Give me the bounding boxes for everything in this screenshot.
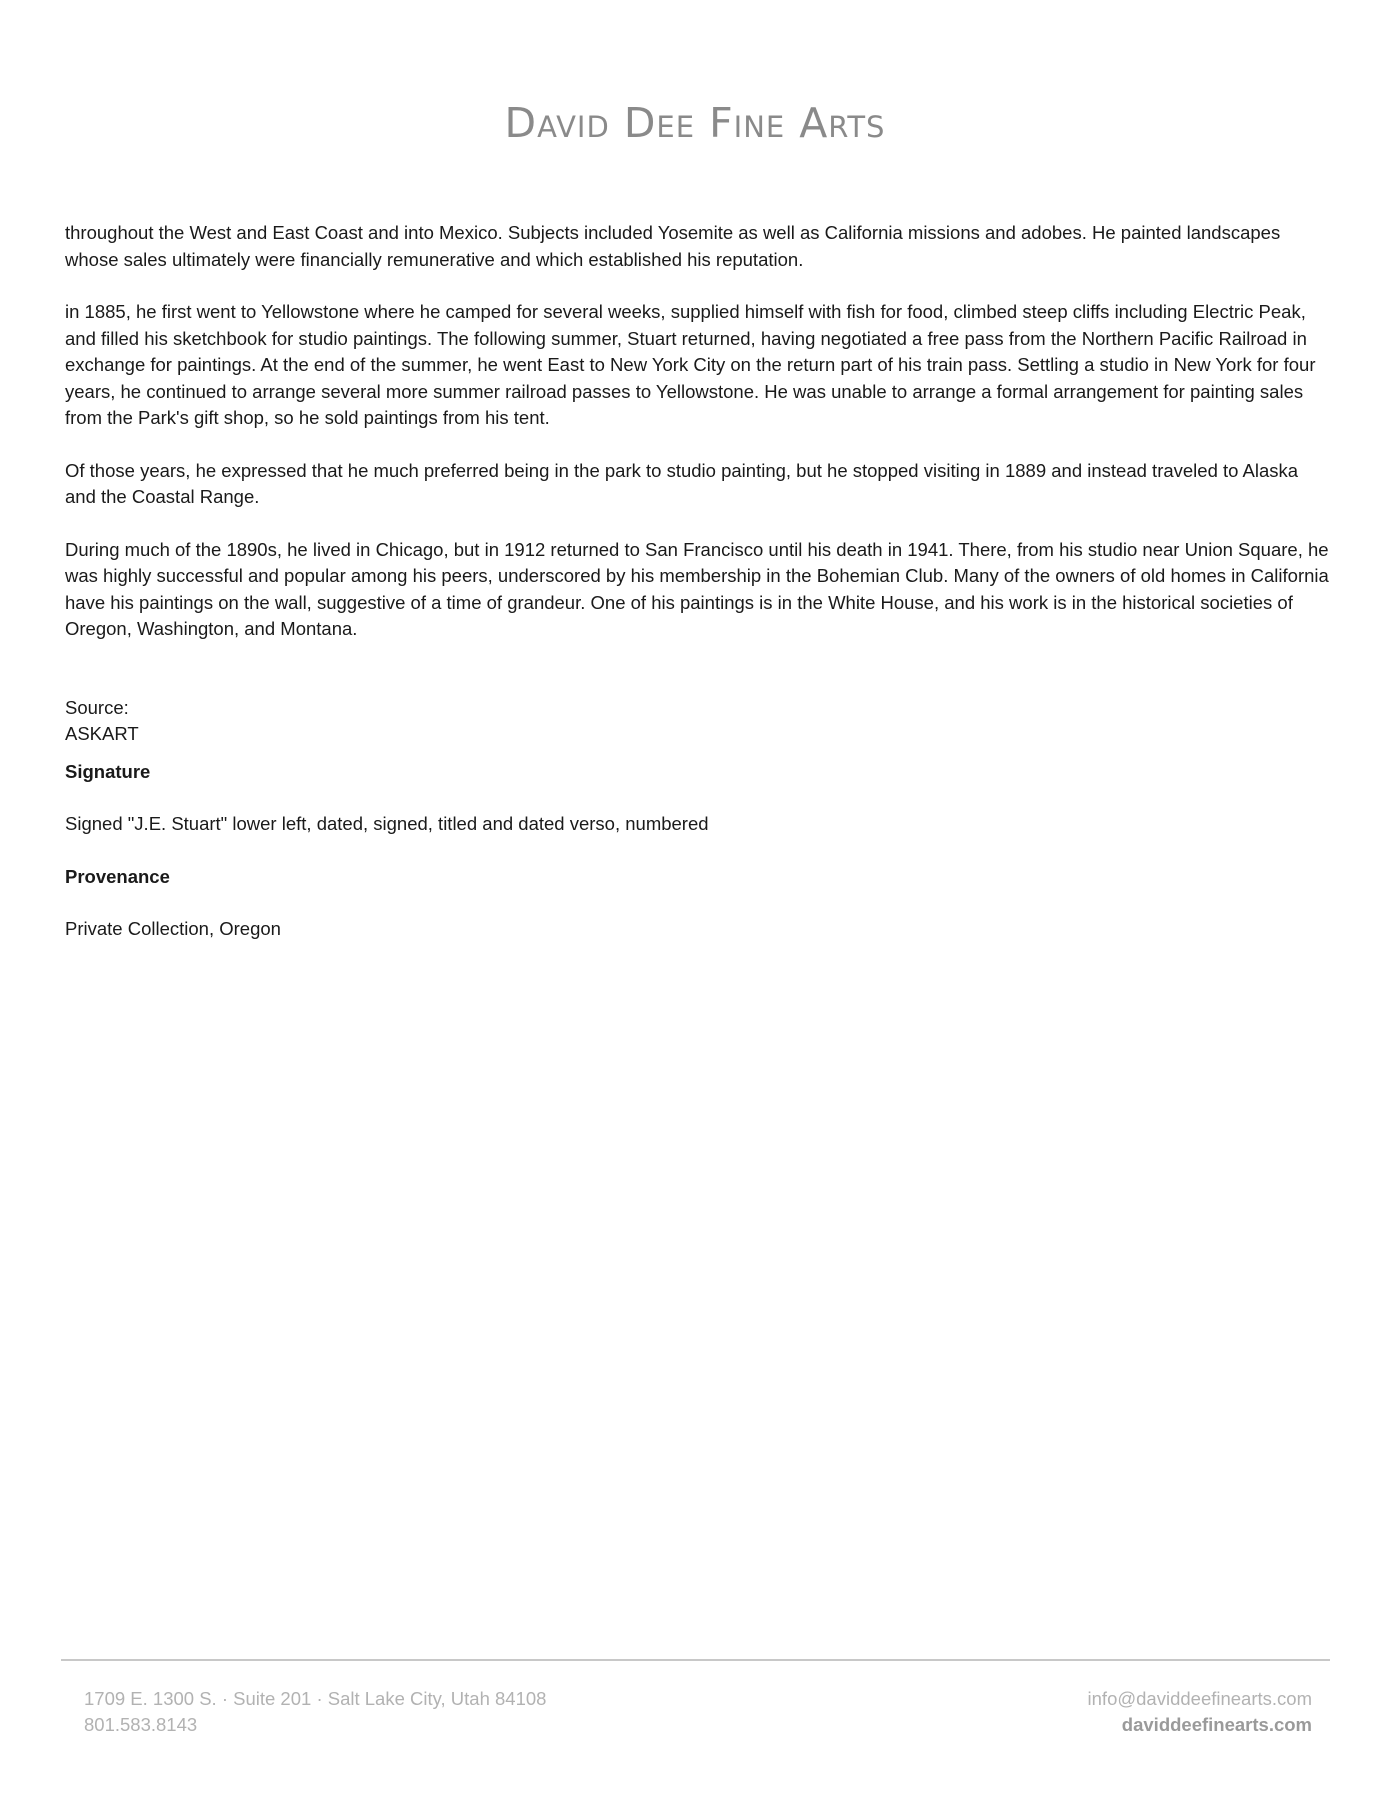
source-label: Source:: [65, 696, 129, 718]
signature-section: [65, 759, 1330, 838]
footer-phone: 801.583.8143: [84, 1714, 198, 1735]
footer-email[interactable]: info@daviddeefinearts.com: [1087, 1688, 1312, 1709]
provenance-section: [65, 864, 1330, 943]
provenance-text: Private Collection, Oregon: [65, 918, 281, 939]
footer-divider: [61, 1659, 1330, 1661]
provenance-title: Provenance: [65, 865, 170, 887]
source-value: ASKART: [65, 723, 139, 744]
body-paragraph: in 1885, he first went to Yellowstone where he camped for several weeks, supplied himself with fish for food, climbed steep cliffs including Electric Peak, and filled his sketchbook for studio paintings. The following summer, Stuart returned, having negotiated a free pass from the Northern Pacific Railroad in exchange for paintings. At the end of the summer, he went East to New York City on the return part of his train pass. Settling a studio in New York for four years, he continued to arrange several more summer railroad passes to Yellowstone. He was unable to arrange a formal arrangement for painting sales from the Park's gift shop, so he sold paintings from his tent.: [65, 301, 1316, 428]
body-paragraph: Of those years, he expressed that he much preferred being in the park to studio painting, but he stopped visiting in 1889 and instead traveled to Alaska and the Coastal Range.: [65, 459, 1299, 507]
page-logo: David Dee Fine Arts: [504, 99, 886, 147]
document-body: [65, 220, 1330, 969]
footer-website[interactable]: daviddeefinearts.com: [1121, 1714, 1312, 1735]
signature-text: Signed "J.E. Stuart" lower left, dated, signed, titled and dated verso, numbered: [65, 813, 709, 834]
footer-address: 1709 E. 1300 S. · Suite 201 · Salt Lake City, Utah 84108: [84, 1688, 547, 1709]
footer-contact-left: [84, 1686, 546, 1738]
signature-title: Signature: [65, 760, 151, 782]
footer-contact-right: [1088, 1686, 1312, 1738]
body-paragraph: throughout the West and East Coast and into Mexico. Subjects included Yosemite as well as California missions and adobes. He painted landscapes whose sales ultimately were financially remunerative and which established his reputation.: [65, 222, 1281, 270]
body-paragraph: During much of the 1890s, he lived in Chicago, but in 1912 returned to San Francisco until his death in 1941. There, from his studio near Union Square, he was highly successful and popular among his peers, underscored by his membership in the Bohemian Club. Many of the owners of old homes in California have his paintings on the wall, suggestive of a time of grandeur. One of his paintings is in the White House, and his work is in the historical societies of Oregon, Washington, and Montana.: [65, 538, 1329, 639]
source-block: [65, 695, 1330, 748]
